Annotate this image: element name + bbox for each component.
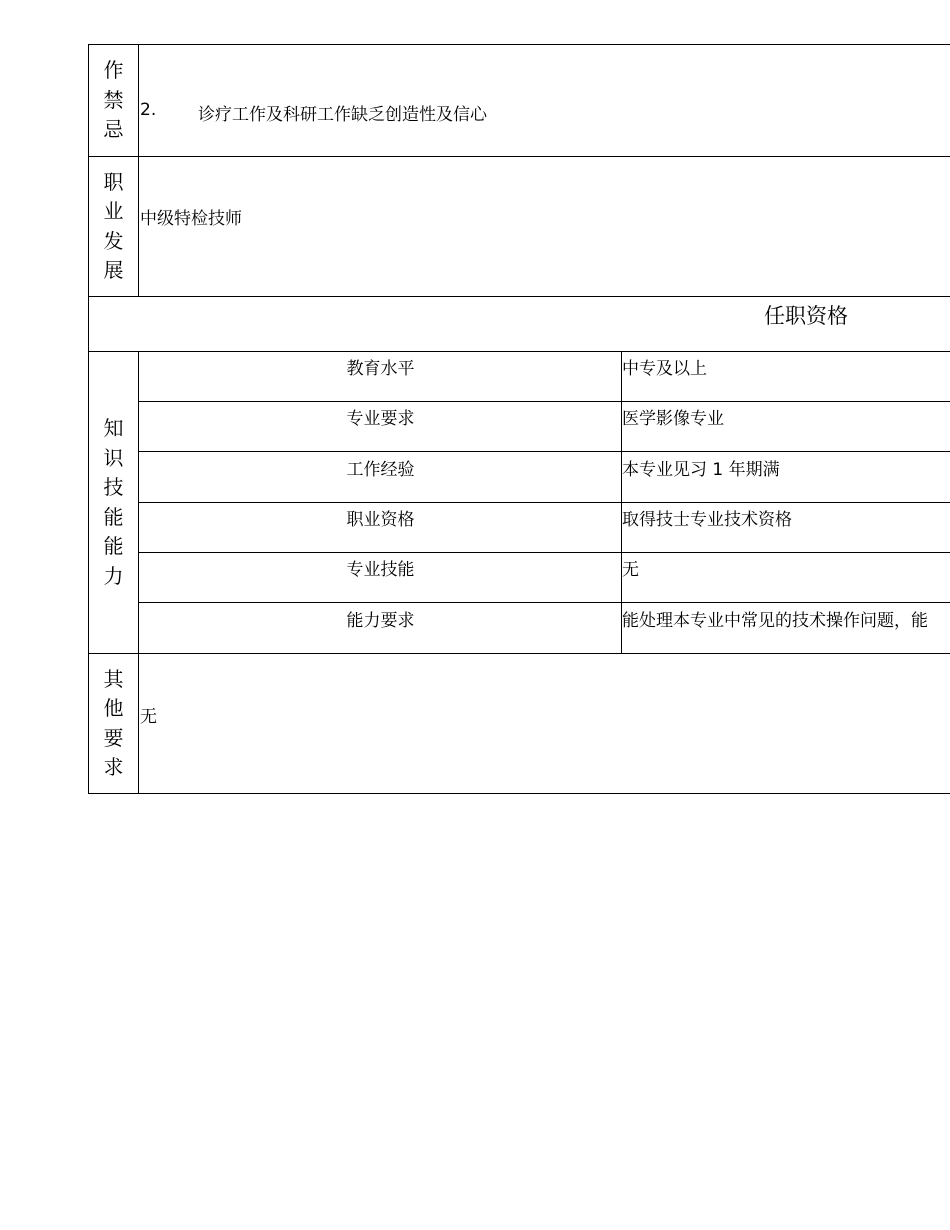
grid-line xyxy=(139,552,950,553)
experience-label: 工作经验 xyxy=(346,460,415,480)
education-value: 中专及以上 xyxy=(622,359,707,379)
grid-line xyxy=(88,653,950,654)
qualification-title: 任职资格 xyxy=(764,304,848,328)
taboo-label: 作禁忌 xyxy=(103,58,124,142)
grid-line xyxy=(139,401,950,402)
grid-line xyxy=(139,602,950,603)
ability-label: 能力要求 xyxy=(346,611,415,631)
certification-label: 职业资格 xyxy=(346,510,415,530)
taboo-item-text: 诊疗工作及科研工作缺乏创造性及信心 xyxy=(198,105,487,125)
other-value: 无 xyxy=(140,707,157,727)
grid-line xyxy=(139,502,950,503)
grid-line xyxy=(88,156,950,157)
grid-line xyxy=(88,351,950,352)
certification-value: 取得技士专业技术资格 xyxy=(622,510,792,530)
knowledge-label: 知识技能能力 xyxy=(103,416,124,588)
skill-label: 专业技能 xyxy=(346,560,415,580)
major-label: 专业要求 xyxy=(346,409,415,429)
career-label: 职业发展 xyxy=(103,169,124,282)
grid-line xyxy=(88,44,950,45)
ability-value: 能处理本专业中常见的技术操作问题，能 xyxy=(622,611,928,631)
major-value: 医学影像专业 xyxy=(622,409,724,429)
career-value: 中级特检技师 xyxy=(140,209,242,229)
grid-line xyxy=(88,793,950,794)
skill-value: 无 xyxy=(622,560,639,580)
job-description-table xyxy=(88,44,950,795)
experience-value: 本专业见习 1 年期满 xyxy=(622,460,780,480)
grid-line xyxy=(139,451,950,452)
taboo-item-number: 2. xyxy=(140,100,157,120)
other-label: 其他要求 xyxy=(103,666,124,779)
grid-line xyxy=(88,296,950,297)
education-label: 教育水平 xyxy=(346,359,415,379)
